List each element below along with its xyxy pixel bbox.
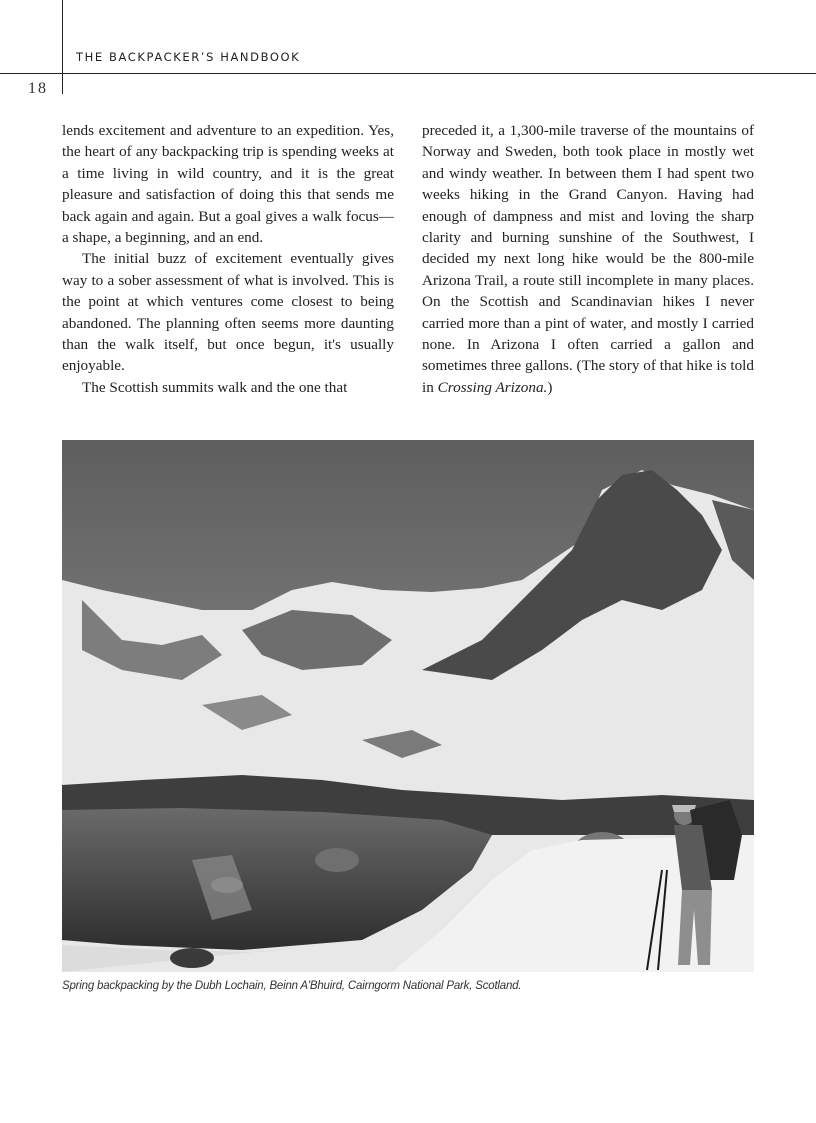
paragraph: The Scottish summits walk and the one that [82,378,348,396]
text-column-left [62,120,394,398]
header-horizontal-rule [0,73,816,74]
closing-paren: ) [547,378,553,396]
boulder [170,948,214,968]
running-head: THE BACKPACKER’S HANDBOOK [76,50,301,64]
text-column-right [422,120,754,398]
paragraph: The initial buzz of excitement eventually gives way to a sober assessment of what is involved. This is the point at which ventures come closest to being abandoned. The planning often seems more daunting than the walk itself, but once begun, it's usually enjoyable. [62,250,394,375]
paragraph: lends excitement and adventure to an expedition. Yes, the heart of any backpacking trip is spending weeks at a time living in wild country, and it is the great pleasure and satisfaction of doing this that sends me back again and again. But a goal gives a walk focus—a shape, a beginning, and an end. [62,122,394,247]
landscape-photo [62,440,754,972]
header-vertical-rule [62,0,63,94]
boulder [211,877,243,893]
page-number: 18 [28,80,48,97]
boulder [315,848,359,872]
photo-caption: Spring backpacking by the Dubh Lochain, Beinn A'Bhuird, Cairngorm National Park, Scotland. [62,980,522,992]
paragraph [422,120,754,398]
book-title: Crossing Arizona. [437,378,548,396]
paragraph-text: preceded it, a 1,300-mile traverse of the mountains of Norway and Sweden, both took place in mostly wet and windy weather. In between them I had spent two weeks hiking in the Grand Canyon. Having had enough of dampness and mist and loving the sharp clarity and burning sunshine of the Southwest, I decided my next long hike would be the 800-mile Arizona Trail, a route still incomplete in many places. On the Scottish and Scandinavian hikes I never carried more than a pint of water, and mostly I carried none. In Arizona I often carried a gallon and sometimes three gallons. (The story of that hike is told in [422,122,754,396]
